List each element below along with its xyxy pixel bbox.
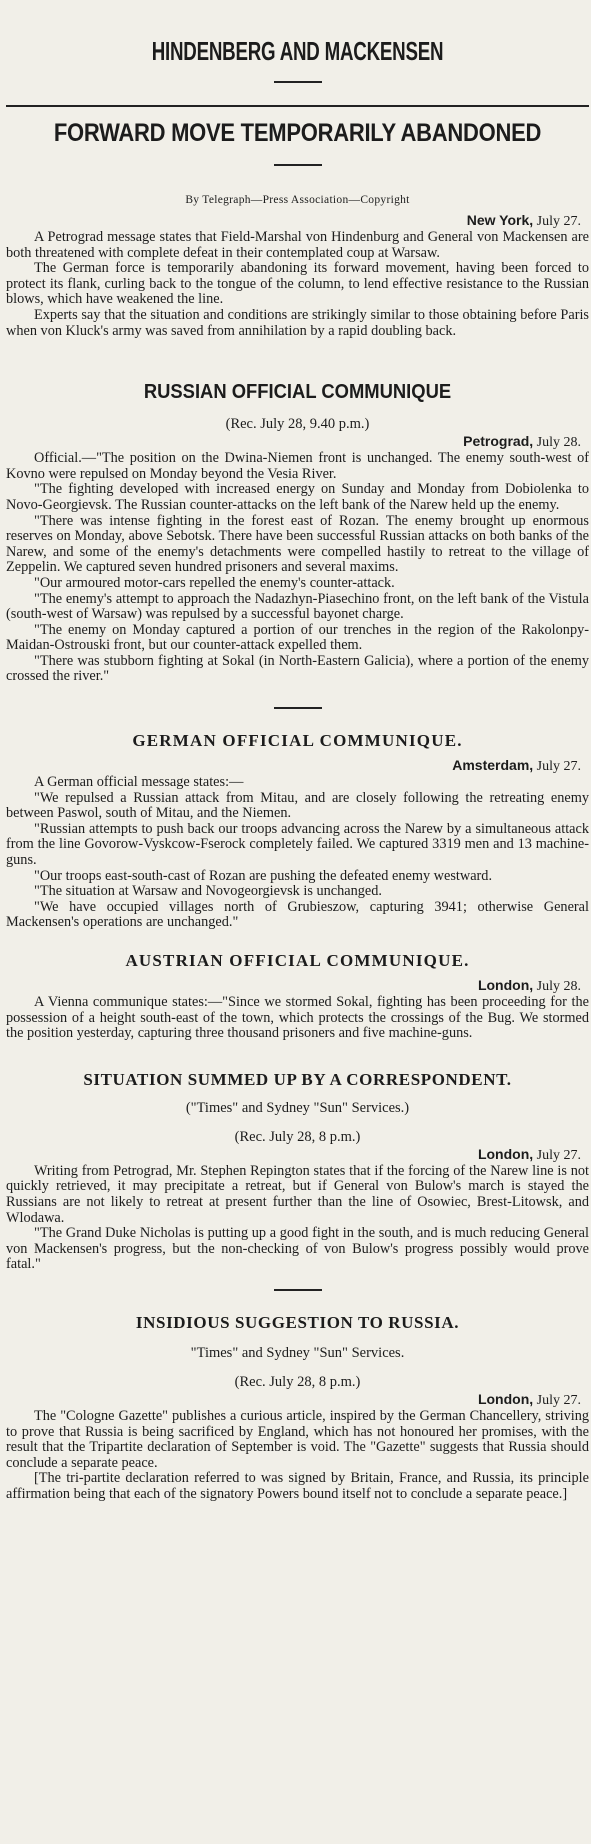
paragraph: Writing from Petrograd, Mr. Stephen Repington states that if the forcing of the Narew line is not quickly retrieved, it may precipitate a retreat, but if General von Bulow's march is stayed the Russians are not likely to retreat at present further than the line of Osowiec, Brest-Litowsk, and Wlodawa.	[6, 1162, 589, 1226]
received-time: (Rec. July 28, 8 p.m.)	[234, 1373, 361, 1390]
received-time: (Rec. July 28, 9.40 p.m.)	[225, 416, 370, 433]
paragraph: A Petrograd message states that Field-Marshal von Hindenburg and General von Mackensen are both threatened with complete defeat in their contemplated coup at Warsaw.	[6, 229, 589, 261]
dateline-place: Amsterdam,	[452, 757, 534, 774]
dateline-date: July 27.	[533, 1147, 581, 1163]
insidious-article	[6, 1313, 589, 1503]
news-services: ("Times" and Sydney "Sun" Services.)	[185, 1099, 410, 1116]
section-title: GERMAN OFFICIAL COMMUNIQUE.	[132, 731, 463, 751]
austrian-communique	[6, 951, 589, 1042]
section-title: AUSTRIAN OFFICIAL COMMUNIQUE.	[125, 951, 470, 970]
dateline-place: London,	[477, 1145, 534, 1162]
received-time: (Rec. July 28, 8 p.m.)	[234, 1128, 361, 1145]
paragraph: "We repulsed a Russian attack from Mitau, and are closely following the retreating enemy between Paswol, south of Mitau, and the Niemen.	[6, 789, 589, 822]
dateline-date: July 27.	[533, 214, 581, 229]
paragraph: Official.—"The position on the Dwina-Niemen front is unchanged. The enemy south-west of Kovno were repulsed on Monday beyond the Vesia River.	[6, 450, 589, 482]
dateline	[6, 212, 581, 230]
divider-short	[274, 164, 322, 166]
section-title: SITUATION SUMMED UP BY A CORRESPONDENT.	[83, 1069, 512, 1089]
paragraph: "The situation at Warsaw and Novogeorgievsk is unchanged.	[34, 883, 382, 900]
dateline	[6, 1146, 581, 1164]
paragraph: "Russian attempts to push back our troops advancing across the Narew by a simultaneous attack from the line Govorow-Vyskcow-Fserock completely failed. We captured 3319 men and 13 machine-guns.	[6, 820, 589, 869]
dateline-date: July 27.	[533, 759, 581, 775]
paragraph: The "Cologne Gazette" publishes a curious article, inspired by the German Chancellery, striving to prove that Russia is being sacrificed by England, which has not honoured her promises, with the result that the Tripartite declaration of September is void. The "Gazette" suggests that Russia should conclude a separate peace.	[6, 1407, 589, 1471]
dateline-date: July 27.	[533, 1392, 581, 1408]
paragraph: "There was stubborn fighting at Sokal (in North-Eastern Galicia), where a portion of the enemy crossed the river."	[6, 652, 589, 685]
paragraph: The German force is temporarily abandoning its forward movement, having been forced to protect its flank, curling back to the tongue of the column, to lend effective resistance to the Russian blows, which have weakened the line.	[6, 260, 589, 308]
section-title: RUSSIAN OFFICIAL COMMUNIQUE	[143, 381, 452, 404]
paragraph: Experts say that the situation and conditions are strikingly similar to those obtaining before Paris when von Kluck's army was saved from annihilation by a rapid doubling back.	[6, 306, 589, 339]
dateline-date: July 28.	[533, 435, 581, 451]
paragraph: A Vienna communique states:—"Since we stormed Sokal, fighting has been proceeding for the possession of a height south-east of the town, which protects the crossings of the Bug. We stormed the position yesterday, capturing three thousand prisoners and five machine-guns.	[6, 994, 589, 1042]
paragraph: "The Grand Duke Nicholas is putting up a good fight in the south, and is much reducing General von Mackensen's progress, but the non-checking of von Bulow's progress possibly would prove fatal."	[6, 1225, 589, 1273]
paragraph: "There was intense fighting in the forest east of Rozan. The enemy brought up enormous reserves on Monday, above Sebotsk. There have been successful Russian attacks on both banks of the Narew, and some of the enemy's detachments were compelled hastily to retreat to the village of Zeppelin. We captured seven hundred prisoners and several maxims.	[6, 512, 589, 576]
divider-short	[274, 81, 322, 83]
dateline-date: July 28.	[533, 979, 581, 994]
dateline-place: Petrograd,	[463, 433, 534, 450]
russian-communique	[6, 381, 589, 709]
paragraph: [The tri-partite declaration referred to was signed by Britain, France, and Russia, its principle affirmation being that each of the signatory Powers bound itself not to conclude a separate peace.]	[6, 1470, 589, 1502]
paragraph: "Our armoured motor-cars repelled the enemy's counter-attack.	[34, 574, 395, 591]
paragraph: "The fighting developed with increased energy on Sunday and Monday from Dobiolenka to Novo-Georgievsk. The Russian counter-attacks on the left bank of the Narew held up the enemy.	[6, 481, 589, 513]
situation-article	[6, 1070, 589, 1291]
paragraph: "The enemy's attempt to approach the Nadazhyn-Piasechino front, on the left bank of the Vistula (south-west of Warsaw) was repulsed by a successful bayonet charge.	[6, 590, 589, 623]
divider-short	[274, 707, 322, 709]
paragraph: "The enemy on Monday captured a portion of our trenches in the region of the Rakolonpy-Maidan-Ostrouski front, but our counter-attack expelled them.	[6, 621, 589, 654]
lead-article	[6, 212, 589, 339]
dateline-place: New York,	[466, 212, 534, 228]
paragraph: "We have occupied villages north of Grubieszow, capturing 3941; otherwise General Mackensen's operations are unchanged."	[6, 898, 589, 931]
headline-primary: HINDENBERG AND MACKENSEN	[151, 36, 444, 66]
divider-long	[6, 105, 589, 107]
dateline	[6, 757, 581, 775]
byline: By Telegraph—Press Association—Copyright	[185, 194, 410, 206]
german-communique	[6, 731, 589, 931]
dateline	[6, 977, 581, 995]
dateline	[6, 1391, 581, 1409]
dateline	[6, 433, 581, 451]
paragraph: "Our troops east-south-cast of Rozan are pushing the defeated enemy westward.	[34, 867, 493, 884]
dateline-place: London,	[477, 1390, 534, 1407]
paragraph: A German official message states:—	[34, 774, 244, 791]
divider-short	[274, 1289, 322, 1291]
news-services: "Times" and Sydney "Sun" Services.	[190, 1344, 405, 1361]
dateline-place: London,	[477, 977, 534, 993]
section-title: INSIDIOUS SUGGESTION TO RUSSIA.	[135, 1312, 460, 1332]
headline-secondary: FORWARD MOVE TEMPORARILY ABANDONED	[53, 119, 542, 147]
